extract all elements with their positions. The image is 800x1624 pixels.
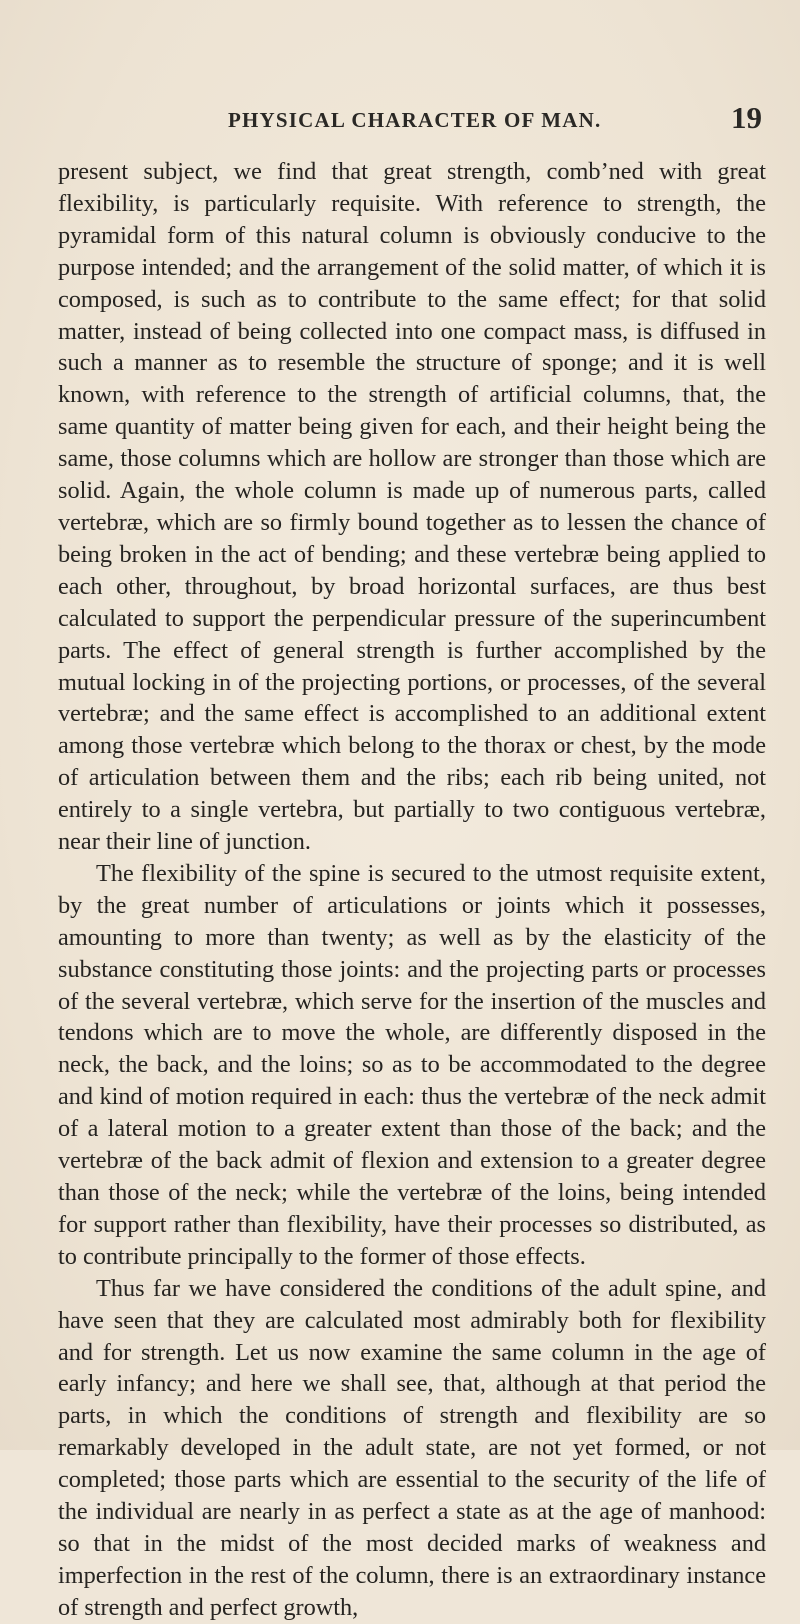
paragraph-3: Thus far we have considered the conditions of the adult spine, and have seen that they are calculated most admirably both for flexibility and for strength. Let us now examine the same column in the age of early infancy; and here we shall see, that, although at that period the parts, in which the conditions of strength and flexibility are so remarkably developed in the adult state, are not yet formed, or not completed; those parts which are essential to the security of the life of the individual are nearly in as perfect a state as at the age of manhood: so that in the midst of the most decided marks of weakness and imperfection in the rest of the column, there is an extraordinary instance of strength and perfect growth, bbox=[58, 1274, 766, 1621]
body-text bbox=[58, 156, 766, 1624]
running-title: PHYSICAL CHARACTER OF MAN. bbox=[228, 108, 602, 132]
paragraph-1: present subject, we find that great strength, comb’ned with great flexibility, is particularly requisite. With reference to strength, the pyramidal form of this natural column is obviously conducive to the purpose intended; and the arrangement of the solid matter, of which it is composed, is such as to contribute to the same effect; for that solid matter, instead of being collected into one compact mass, is diffused in such a manner as to resemble the structure of sponge; and it is well known, with reference to the strength of artificial columns, that, the same quantity of matter being given for each, and their height being the same, those columns which are hollow are stronger than those which are solid. Again, the whole column is made up of numerous parts, called vertebræ, which are so firmly bound together as to lessen the chance of being broken in the act of bending; and these vertebræ being applied to each other, throughout, by broad horizontal surfaces, are thus best calculated to support the perpendicular pressure of the superincumbent parts. The effect of general strength is further accomplished by the mutual locking in of the projecting portions, or processes, of the several vertebræ; and the same effect is accomplished to an additional extent among those vertebræ which belong to the thorax or chest, by the mode of articulation between them and the ribs; each rib being united, not entirely to a single vertebra, but partially to two contiguous vertebræ, near their line of junction. bbox=[58, 158, 766, 856]
paragraph-2: The flexibility of the spine is secured to the utmost requisite extent, by the great number of articulations or joints which it possesses, amounting to more than twenty; as well as by the elasticity of the substance constituting those joints: and the projecting parts or processes of the several vertebræ, which serve for the insertion of the muscles and tendons which are to move the whole, are differently disposed in the neck, the back, and the loins; so as to be accommodated to the degree and kind of motion required in each: thus the vertebræ of the neck admit of a lateral motion to a greater extent than those of the back; and the vertebræ of the back admit of flexion and extension to a greater degree than those of the neck; while the vertebræ of the loins, being intended for support rather than flexibility, have their processes so distributed, as to contribute principally to the former of those effects. bbox=[58, 859, 766, 1270]
page-number: 19 bbox=[731, 100, 762, 135]
running-header bbox=[58, 102, 764, 142]
